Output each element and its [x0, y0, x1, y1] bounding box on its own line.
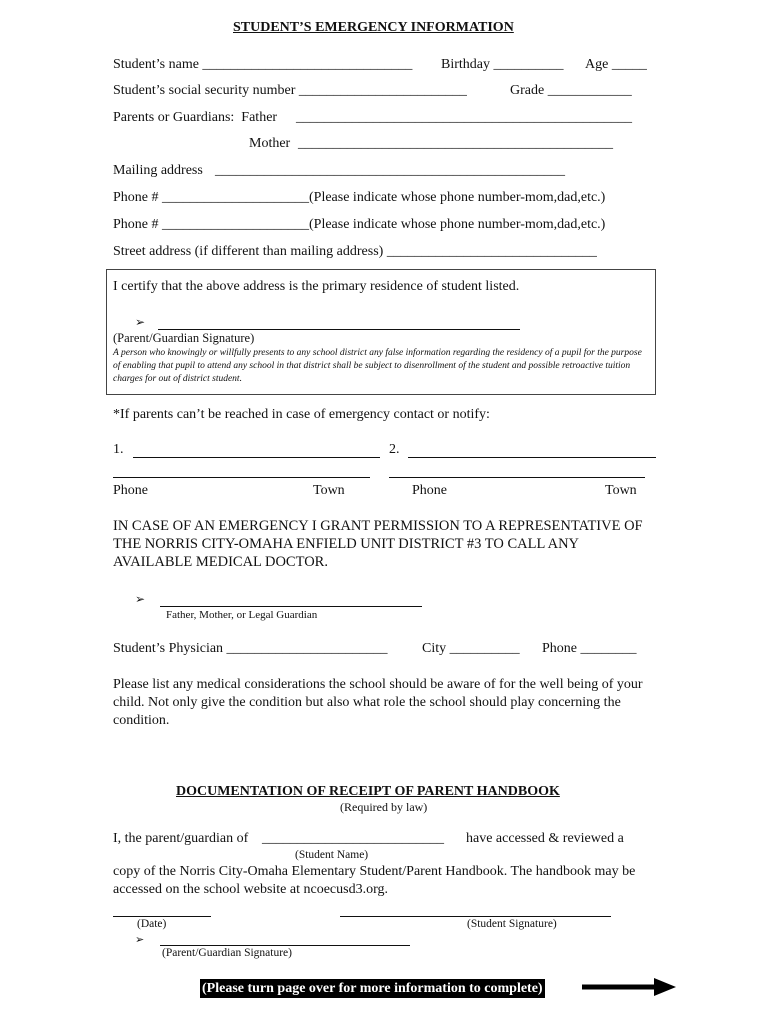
residency-legal-notice: A person who knowingly or willfully presents to any school district any false information regarding the residency of a pupil for the purpose of enabling that pupil to attend any school in that district shall be subject to disenrollment of the student and possible retroactive tuition charges for out of district student. — [113, 348, 642, 384]
student-name-field[interactable]: Student’s name ______________________________ — [113, 57, 413, 72]
contact-number-1: 1. — [113, 442, 124, 457]
right-arrow-icon — [580, 977, 678, 997]
medical-considerations-text: Please list any medical considerations the school should be aware of for the well being of your child. Not only give the condition but also what role the school should play concerning the condition. — [113, 677, 643, 728]
page-title: STUDENT’S EMERGENCY INFORMATION — [233, 20, 514, 35]
father-label: Parents or Guardians: Father — [113, 110, 278, 125]
physician-city-field[interactable]: City __________ — [422, 641, 520, 656]
student-signature-line[interactable] — [340, 916, 611, 917]
mailing-address-label: Mailing address — [113, 163, 203, 178]
bullet-arrow-icon: ➢ — [135, 592, 146, 606]
date-caption: (Date) — [137, 918, 167, 930]
guardian-signature-caption: Father, Mother, or Legal Guardian — [166, 609, 318, 621]
phone-field-1[interactable]: Phone # _____________________(Please indicate whose phone number-mom,dad,etc.) — [113, 190, 606, 205]
bullet-arrow-icon: ➢ — [135, 934, 145, 946]
guardian-signature-line[interactable] — [160, 606, 422, 607]
contact-1-name-line[interactable] — [133, 457, 380, 458]
certification-signature-caption: (Parent/Guardian Signature) — [113, 331, 255, 345]
handbook-title: DOCUMENTATION OF RECEIPT OF PARENT HANDBOOK — [176, 784, 560, 799]
student-name-caption: (Student Name) — [295, 849, 369, 861]
father-field[interactable]: ________________________________________________ — [296, 110, 632, 125]
ssn-field[interactable]: Student’s social security number ________________________ — [113, 83, 467, 98]
emergency-contact-intro: *If parents can’t be reached in case of emergency contact or notify: — [113, 407, 490, 422]
handbook-line-suffix: have accessed & reviewed a — [466, 831, 624, 846]
contact-1-phone-label: Phone — [113, 483, 148, 498]
bullet-arrow-icon: ➢ — [135, 315, 146, 329]
mother-label: Mother — [249, 136, 291, 151]
handbook-line-prefix: I, the parent/guardian of — [113, 831, 249, 846]
physician-field[interactable]: Student’s Physician _______________________ — [113, 641, 388, 656]
turn-page-banner: (Please turn page over for more information to complete) — [202, 981, 543, 996]
contact-2-town-label: Town — [605, 483, 637, 498]
grade-field[interactable]: Grade ____________ — [510, 83, 632, 98]
age-field[interactable]: Age _____ — [585, 57, 647, 72]
required-by-law-note: (Required by law) — [340, 800, 428, 814]
mailing-address-field[interactable]: __________________________________________________ — [215, 163, 565, 178]
contact-number-2: 2. — [389, 442, 400, 457]
street-address-field[interactable]: Street address (if different than mailing address) ______________________________ — [113, 244, 597, 259]
certification-signature-line[interactable] — [158, 329, 520, 330]
phone-field-2[interactable]: Phone # _____________________(Please indicate whose phone number-mom,dad,etc.) — [113, 217, 606, 232]
physician-phone-field[interactable]: Phone ________ — [542, 641, 637, 656]
birthday-field[interactable]: Birthday __________ — [441, 57, 564, 72]
contact-1-phone-town-line[interactable] — [113, 477, 370, 478]
certification-statement: I certify that the above address is the primary residence of student listed. — [113, 279, 520, 294]
student-name-blank[interactable]: __________________________ — [262, 831, 444, 846]
date-line[interactable] — [113, 916, 211, 917]
contact-1-town-label: Town — [313, 483, 345, 498]
parent-signature-caption: (Parent/Guardian Signature) — [162, 947, 292, 959]
medical-permission-statement: IN CASE OF AN EMERGENCY I GRANT PERMISSION TO A REPRESENTATIVE OF THE NORRIS CITY-OMAHA ENFIELD UNIT DISTRICT #3 TO CALL ANY AVAILABLE MEDICAL DOCTOR. — [113, 518, 643, 570]
contact-2-name-line[interactable] — [408, 457, 656, 458]
mother-field[interactable]: _____________________________________________ — [298, 136, 613, 151]
contact-2-phone-label: Phone — [412, 483, 447, 498]
student-signature-caption: (Student Signature) — [467, 918, 557, 930]
handbook-body-text: copy of the Norris City-Omaha Elementary Student/Parent Handbook. The handbook may be accessed on the school website at ncoecusd3.org. — [113, 864, 636, 897]
contact-2-phone-town-line[interactable] — [389, 477, 645, 478]
parent-signature-line[interactable] — [160, 945, 410, 946]
